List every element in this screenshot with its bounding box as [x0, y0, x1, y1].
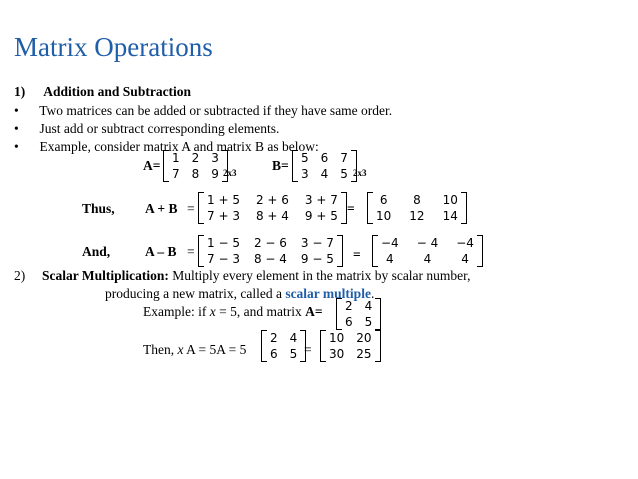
- right-bracket: [375, 330, 381, 362]
- section2-text2-pre: producing a new matrix, called a: [105, 286, 286, 301]
- matrix-cells: [204, 192, 341, 224]
- diff-expression-matrix: [198, 235, 343, 267]
- matrix-cell: 6: [270, 347, 278, 361]
- section2-heading: Scalar Multiplication:: [42, 268, 169, 283]
- matrix-cell: 6: [345, 315, 353, 329]
- x-variable: x: [209, 304, 216, 319]
- section2-text2-post: .: [370, 286, 375, 301]
- then-mid: A = 5A = 5: [183, 342, 247, 357]
- matrix-b-order: 2x3: [353, 168, 367, 178]
- bullet-symbol: •: [14, 121, 19, 136]
- scalar-result-matrix: [320, 330, 381, 362]
- matrix-cell: 1 + 5: [207, 193, 240, 207]
- matrix-cell: 2 − 6: [253, 236, 287, 250]
- right-bracket: [461, 192, 467, 224]
- matrix-a-eq: A=: [305, 304, 323, 319]
- matrix-cell: 3 − 7: [300, 236, 334, 250]
- diff-result-matrix: [372, 235, 483, 267]
- and-label: And,: [82, 244, 111, 259]
- section2-line2: [105, 286, 374, 302]
- matrix-cell: 5: [364, 315, 373, 329]
- bullet-item: [14, 121, 279, 137]
- matrix-cells: [169, 150, 222, 182]
- then-line: [143, 342, 246, 358]
- scalar-multiple-term: scalar multiple: [285, 286, 371, 301]
- scalar-matrix-a: [336, 298, 381, 330]
- equals-sign: =: [304, 342, 312, 357]
- matrix-cell: 7: [172, 167, 180, 181]
- matrix-cell: 4: [461, 252, 469, 266]
- thus-label: Thus,: [82, 201, 115, 216]
- sum-result-matrix: [367, 192, 467, 224]
- matrix-cell: 14: [442, 209, 458, 223]
- bullet-symbol: •: [14, 139, 19, 154]
- matrix-cell: 20: [356, 331, 372, 345]
- section2-line1: [14, 268, 471, 284]
- matrix-cell: 2 + 6: [255, 193, 289, 207]
- then-pre: Then,: [143, 342, 178, 357]
- matrix-cell: 4: [320, 167, 329, 181]
- equals-sign: =: [347, 201, 355, 216]
- matrix-cell: 4: [289, 331, 298, 345]
- matrix-cell: 30: [329, 347, 345, 361]
- matrix-cells: [342, 298, 375, 330]
- matrix-cell: 8: [191, 167, 200, 181]
- matrix-b: [292, 150, 357, 182]
- section2-text: Multiply every element in the matrix by scalar number,: [172, 268, 471, 283]
- bullet-symbol: •: [14, 103, 19, 118]
- matrix-cell: − 4: [416, 236, 439, 250]
- section1-heading-text: Addition and Subtraction: [43, 84, 192, 99]
- equals-sign: =: [353, 247, 361, 262]
- example-line: [143, 304, 323, 320]
- matrix-cell: 9 + 5: [304, 209, 338, 223]
- matrix-cell: 5: [289, 347, 298, 361]
- page-title: Matrix Operations: [14, 32, 213, 62]
- matrix-cell: 2: [345, 299, 353, 313]
- matrix-cell: 5: [340, 167, 348, 181]
- matrix-cell: 12: [409, 209, 425, 223]
- matrix-cell: 2: [270, 331, 278, 345]
- matrix-a-label: A=: [143, 158, 161, 173]
- scalar-input-matrix: [261, 330, 306, 362]
- diff-label: A – B: [145, 244, 177, 259]
- matrix-cell: 3: [301, 167, 309, 181]
- bullet-text: Two matrices can be added or subtracted if they have same order.: [39, 103, 393, 118]
- matrix-cells: [298, 150, 351, 182]
- matrix-cell: 6: [379, 193, 388, 207]
- bullet-item: [14, 103, 392, 119]
- matrix-cell: 4: [423, 252, 432, 266]
- right-bracket: [375, 298, 381, 330]
- bullet-text: Just add or subtract corresponding elements.: [39, 121, 280, 136]
- matrix-cell: 10: [376, 209, 392, 223]
- x-variable: x: [177, 342, 184, 357]
- matrix-cell: 8 − 4: [253, 252, 287, 266]
- section2-number: 2): [14, 268, 26, 283]
- matrix-cell: −4: [456, 236, 474, 250]
- matrix-cell: 4: [364, 299, 373, 313]
- matrix-cells: [326, 330, 375, 362]
- matrix-cell: 3 + 7: [304, 193, 338, 207]
- matrix-cell: 1 − 5: [207, 236, 240, 250]
- matrix-cells: [204, 235, 337, 267]
- section1-heading: [14, 84, 191, 100]
- matrix-cell: 2: [191, 151, 200, 165]
- matrix-cell: 5: [301, 151, 309, 165]
- matrix-cell: 7 − 3: [207, 252, 240, 266]
- matrix-a-order: 2x3: [223, 168, 237, 178]
- matrix-cells: [267, 330, 300, 362]
- section1-number: 1): [14, 84, 26, 99]
- right-bracket: [337, 235, 343, 267]
- matrix-cell: 7: [340, 151, 348, 165]
- example-mid: = 5, and matrix: [215, 304, 306, 319]
- matrix-cell: 10: [442, 193, 458, 207]
- right-bracket: [477, 235, 483, 267]
- sum-expression-matrix: [198, 192, 347, 224]
- example-pre: Example: if: [143, 304, 210, 319]
- matrix-cell: 1: [172, 151, 180, 165]
- equals-sign: =: [187, 244, 195, 259]
- bullet-text: Example, consider matrix A and matrix B as below:: [39, 139, 319, 154]
- matrix-cell: 9: [211, 167, 219, 181]
- matrix-b-label: B=: [272, 158, 289, 173]
- matrix-cell: 25: [356, 347, 372, 361]
- matrix-cells: [378, 235, 477, 267]
- matrix-cell: 3: [211, 151, 219, 165]
- right-bracket: [341, 192, 347, 224]
- matrix-cell: 7 + 3: [207, 209, 240, 223]
- matrix-cell: 8: [413, 193, 421, 207]
- equals-sign: =: [187, 201, 195, 216]
- sum-label: A + B: [145, 201, 178, 216]
- matrix-cell: −4: [381, 236, 399, 250]
- matrix-cell: 6: [320, 151, 329, 165]
- matrix-cell: 10: [329, 331, 345, 345]
- matrix-cell: 8 + 4: [255, 209, 289, 223]
- matrix-cell: 9 − 5: [300, 252, 334, 266]
- matrix-a: [163, 150, 228, 182]
- matrix-cells: [373, 192, 461, 224]
- matrix-cell: 4: [386, 252, 394, 266]
